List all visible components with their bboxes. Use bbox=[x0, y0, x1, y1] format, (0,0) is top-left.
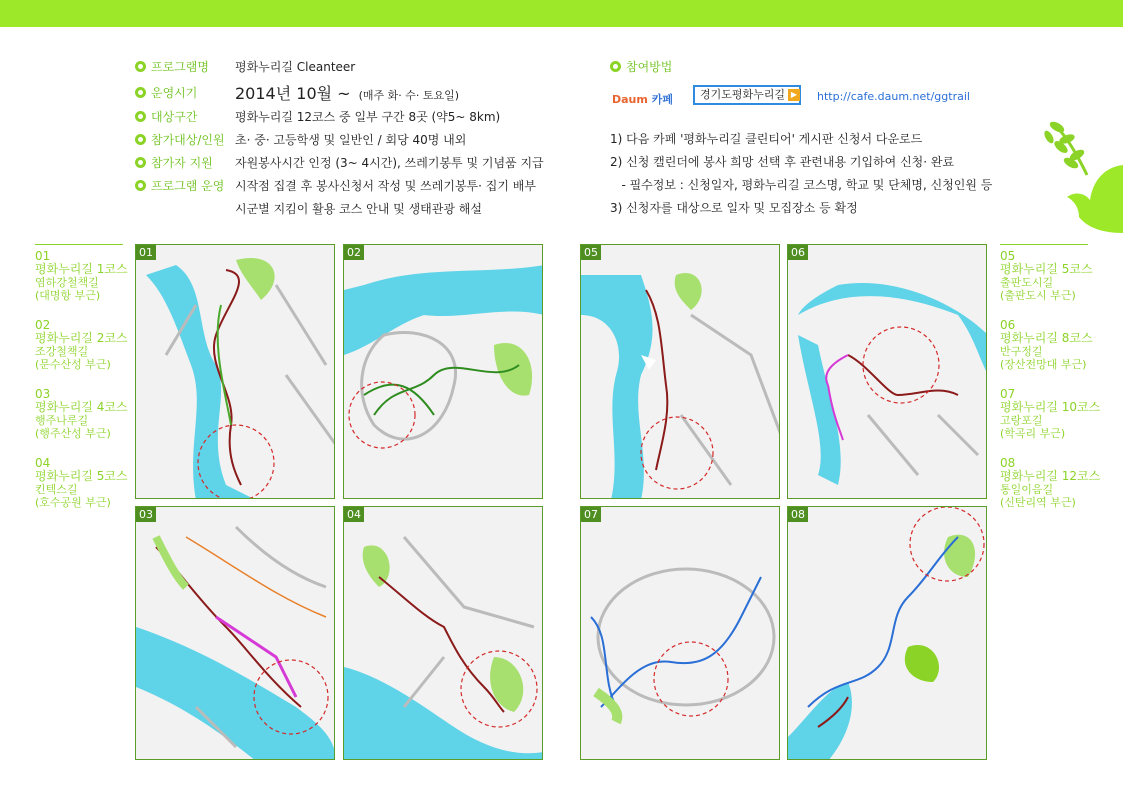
map-panel-06 bbox=[787, 244, 987, 499]
map-panel-03 bbox=[135, 506, 335, 760]
join-step: - 필수정보 : 신청일자, 평화누리길 코스명, 학교 및 단체명, 신청인원 등 bbox=[610, 178, 993, 192]
course-area: (신탄리역 부근) bbox=[1000, 496, 1076, 509]
map-panel-02 bbox=[343, 244, 543, 499]
map-04-graphic bbox=[344, 507, 543, 760]
bullet-icon bbox=[135, 134, 146, 145]
panel-number: 01 bbox=[136, 245, 156, 260]
map-08-graphic bbox=[788, 507, 987, 760]
info-label: 참가자 지원 bbox=[151, 156, 213, 170]
join-label: 참여방법 bbox=[626, 60, 673, 74]
cafe-url-link[interactable]: http://cafe.daum.net/ggtrail bbox=[817, 90, 970, 103]
course-name: 염하강철책길 bbox=[35, 276, 99, 289]
arrow-icon[interactable]: ▶ bbox=[788, 89, 800, 101]
course-num: 07 bbox=[1000, 387, 1016, 401]
course-legend-03 bbox=[35, 388, 128, 440]
course-name: 킨텍스길 bbox=[35, 483, 78, 496]
legend-divider bbox=[35, 244, 123, 245]
bullet-icon bbox=[135, 87, 146, 98]
course-title: 평화누리길 2코스 bbox=[35, 331, 128, 345]
daum-logo: Daum bbox=[612, 93, 648, 106]
course-title: 평화누리길 1코스 bbox=[35, 262, 128, 276]
map-panel-04 bbox=[343, 506, 543, 760]
info-value: 자원봉사시간 인정 (3~ 4시간), 쓰레기봉투 및 기념품 지급 bbox=[235, 156, 544, 170]
top-green-bar bbox=[0, 0, 1123, 27]
course-legend-06 bbox=[1000, 319, 1093, 371]
cafe-search-box[interactable] bbox=[693, 85, 801, 105]
course-title: 평화누리길 10코스 bbox=[1000, 400, 1101, 414]
course-area: (대명항 부근) bbox=[35, 289, 101, 302]
course-title: 평화누리길 5코스 bbox=[1000, 262, 1093, 276]
course-area: (호수공원 부근) bbox=[35, 496, 111, 509]
course-name: 행주나루길 bbox=[35, 414, 89, 427]
bullet-icon bbox=[135, 157, 146, 168]
info-value: 평화누리길 12코스 중 일부 구간 8곳 (약5~ 8km) bbox=[235, 110, 501, 124]
panel-number: 07 bbox=[581, 507, 601, 522]
course-area: (출판도시 부근) bbox=[1000, 289, 1076, 302]
info-value bbox=[235, 81, 459, 104]
course-legend-05 bbox=[1000, 250, 1093, 302]
dove-olive-icon bbox=[1035, 105, 1123, 245]
map-panel-01 bbox=[135, 244, 335, 499]
period-note: (매주 화· 수· 토요일) bbox=[358, 89, 460, 102]
course-legend-01 bbox=[35, 250, 128, 302]
period-value: 2014년 10월 ~ bbox=[235, 84, 351, 103]
course-num: 01 bbox=[35, 249, 51, 263]
course-area: (학곡리 부근) bbox=[1000, 427, 1066, 440]
course-title: 평화누리길 5코스 bbox=[35, 469, 128, 483]
bullet-icon bbox=[135, 61, 146, 72]
map-03-graphic bbox=[136, 507, 335, 760]
course-title: 평화누리길 8코스 bbox=[1000, 331, 1093, 345]
course-name: 통일이음길 bbox=[1000, 483, 1054, 496]
course-area: (행주산성 부근) bbox=[35, 427, 111, 440]
info-label: 프로그램 운영 bbox=[151, 179, 225, 193]
info-label: 대상구간 bbox=[151, 110, 198, 124]
course-legend-04 bbox=[35, 457, 128, 509]
course-num: 08 bbox=[1000, 456, 1016, 470]
course-name: 고랑포길 bbox=[1000, 414, 1043, 427]
map-02-graphic bbox=[344, 245, 543, 499]
daum-cafe-text: 카페 bbox=[651, 93, 673, 106]
bullet-icon bbox=[135, 180, 146, 191]
course-num: 04 bbox=[35, 456, 51, 470]
panel-number: 05 bbox=[581, 245, 601, 260]
map-panel-08 bbox=[787, 506, 987, 760]
course-num: 06 bbox=[1000, 318, 1016, 332]
panel-number: 08 bbox=[788, 507, 808, 522]
join-step: 1) 다음 카페 '평화누리길 클린티어' 게시판 신청서 다운로드 bbox=[610, 132, 923, 146]
map-07-graphic bbox=[581, 507, 780, 760]
legend-divider bbox=[1000, 244, 1088, 245]
daum-cafe-logo bbox=[612, 91, 673, 107]
bullet-icon bbox=[135, 111, 146, 122]
course-name: 반구정길 bbox=[1000, 345, 1043, 358]
info-value: 시작점 집결 후 봉사신청서 작성 및 쓰레기봉투· 집기 배부 bbox=[235, 179, 536, 193]
course-num: 03 bbox=[35, 387, 51, 401]
course-area: (문수산성 부근) bbox=[35, 358, 111, 371]
info-value: 초· 중· 고등학생 및 일반인 / 회당 40명 내외 bbox=[235, 133, 467, 147]
info-value-extra: 시군별 지킴이 활용 코스 안내 및 생태관광 해설 bbox=[235, 202, 482, 216]
course-legend-07 bbox=[1000, 388, 1100, 440]
course-num: 02 bbox=[35, 318, 51, 332]
course-num: 05 bbox=[1000, 249, 1016, 263]
join-step: 2) 신청 캘린더에 봉사 희망 선택 후 관련내용 기입하여 신청· 완료 bbox=[610, 155, 955, 169]
info-value: 평화누리길 Cleanteer bbox=[235, 60, 356, 74]
course-legend-08 bbox=[1000, 457, 1100, 509]
course-title: 평화누리길 4코스 bbox=[35, 400, 128, 414]
map-panel-05 bbox=[580, 244, 780, 499]
course-area: (장산전망대 부근) bbox=[1000, 358, 1087, 371]
map-06-graphic bbox=[788, 245, 987, 499]
panel-number: 04 bbox=[344, 507, 364, 522]
panel-number: 02 bbox=[344, 245, 364, 260]
info-label: 프로그램명 bbox=[151, 60, 209, 74]
panel-number: 06 bbox=[788, 245, 808, 260]
info-label: 참가대상/인원 bbox=[151, 133, 225, 147]
course-title: 평화누리길 12코스 bbox=[1000, 469, 1101, 483]
cafe-name: 경기도평화누리길 bbox=[700, 88, 786, 101]
map-panel-07 bbox=[580, 506, 780, 760]
panel-number: 03 bbox=[136, 507, 156, 522]
course-name: 조강철책길 bbox=[35, 345, 89, 358]
course-name: 출판도시길 bbox=[1000, 276, 1054, 289]
course-legend-02 bbox=[35, 319, 128, 371]
info-label: 운영시기 bbox=[151, 86, 198, 100]
bullet-icon bbox=[610, 61, 621, 72]
join-step: 3) 신청자를 대상으로 일자 및 모집장소 등 확정 bbox=[610, 201, 858, 215]
map-01-graphic bbox=[136, 245, 335, 499]
map-05-graphic bbox=[581, 245, 780, 499]
